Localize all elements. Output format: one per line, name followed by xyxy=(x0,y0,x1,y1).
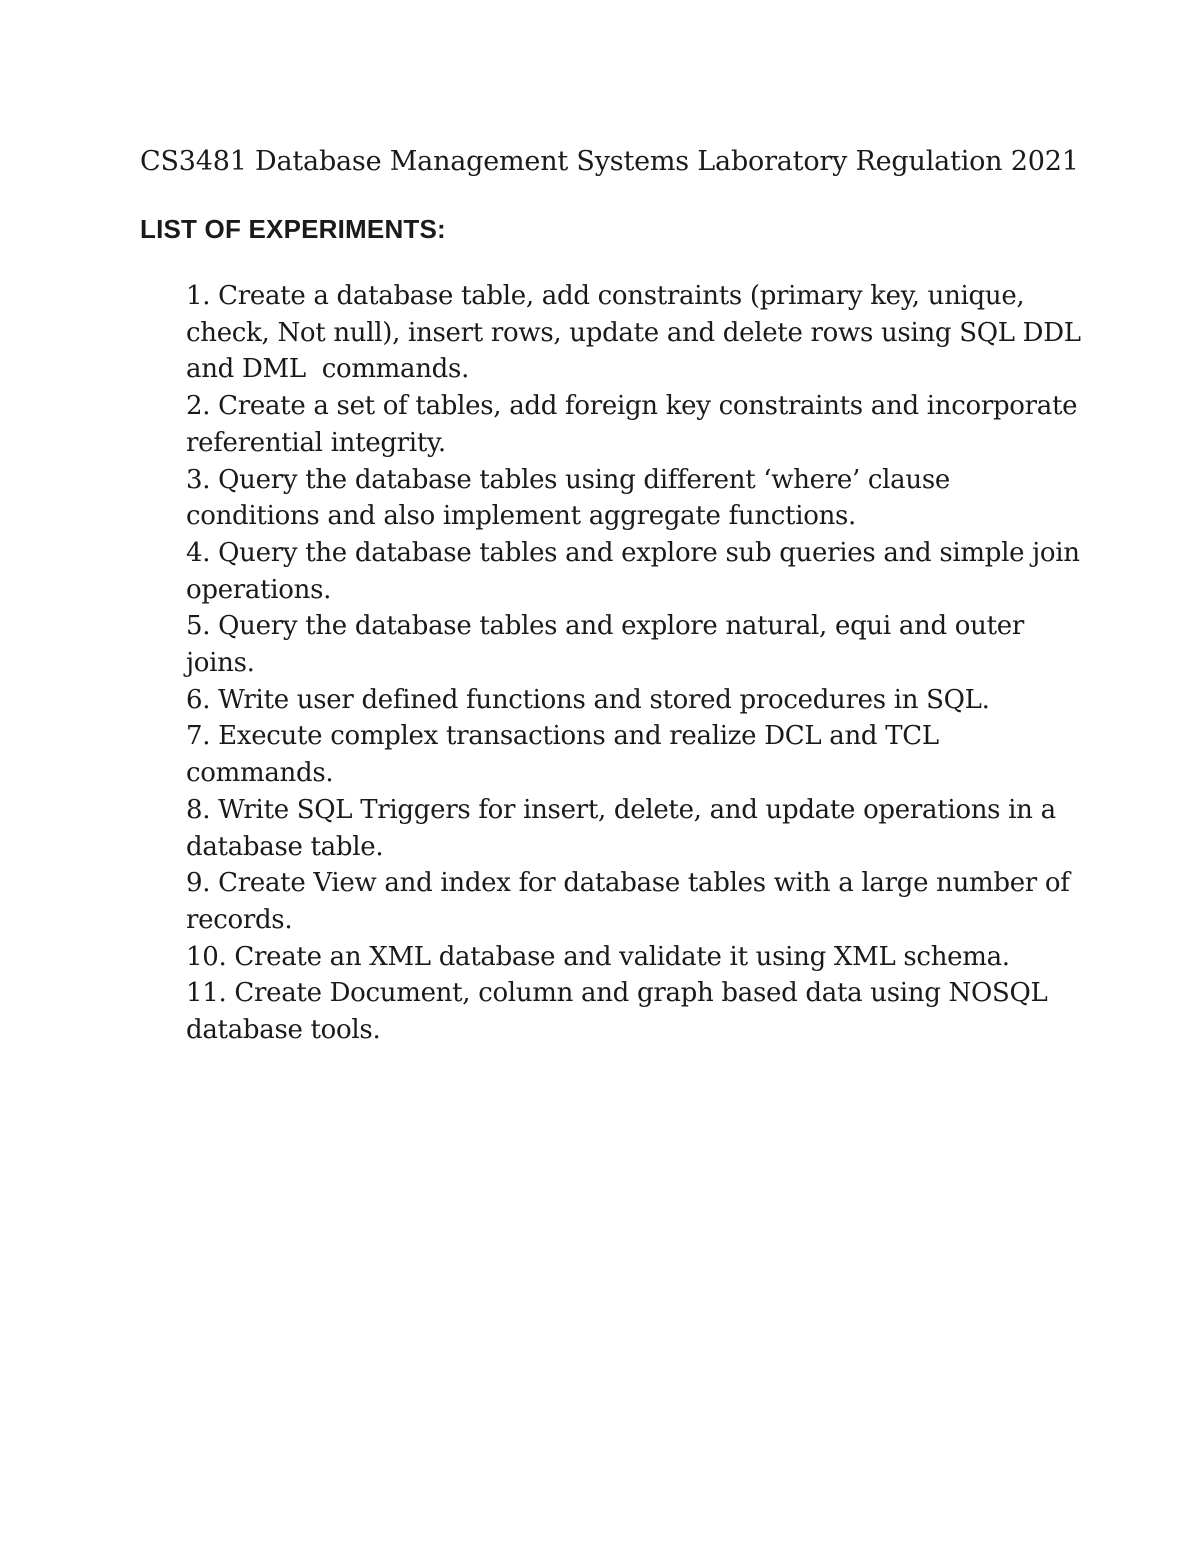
experiment-item-2: 2. Create a set of tables, add foreign key constraints and incorporate referential integrity. xyxy=(186,391,1086,458)
experiment-item-5: 5. Query the database tables and explore natural, equi and outer joins. xyxy=(186,611,1032,679)
experiment-item-8: 8. Write SQL Triggers for insert, delete, and update operations in a database table. xyxy=(186,794,1064,862)
experiment-item-10: 10. Create an XML database and validate it using XML schema. xyxy=(186,941,1010,972)
document-title: CS3481 Database Management Systems Laboratory Regulation 2021 xyxy=(140,146,1079,177)
experiment-list xyxy=(186,278,1089,1049)
experiment-item-11: 11. Create Document, column and graph based data using NOSQL database tools. xyxy=(186,978,1056,1046)
section-heading: LIST OF EXPERIMENTS: xyxy=(140,214,446,244)
experiment-item-6: 6. Write user defined functions and stored procedures in SQL. xyxy=(186,684,990,715)
experiment-item-4: 4. Query the database tables and explore sub queries and simple join operations. xyxy=(186,537,1088,605)
experiment-item-9: 9. Create View and index for database tables with a large number of records. xyxy=(186,868,1078,935)
experiment-item-3: 3. Query the database tables using different ‘where’ clause conditions and also implement aggregate functions. xyxy=(186,464,958,532)
experiment-item-1: 1. Create a database table, add constraints (primary key, unique, check, Not null), insert rows, update and delete rows using SQL DDL and DML commands. xyxy=(186,281,1089,385)
experiment-item-7: 7. Execute complex transactions and realize DCL and TCL commands. xyxy=(186,721,947,789)
